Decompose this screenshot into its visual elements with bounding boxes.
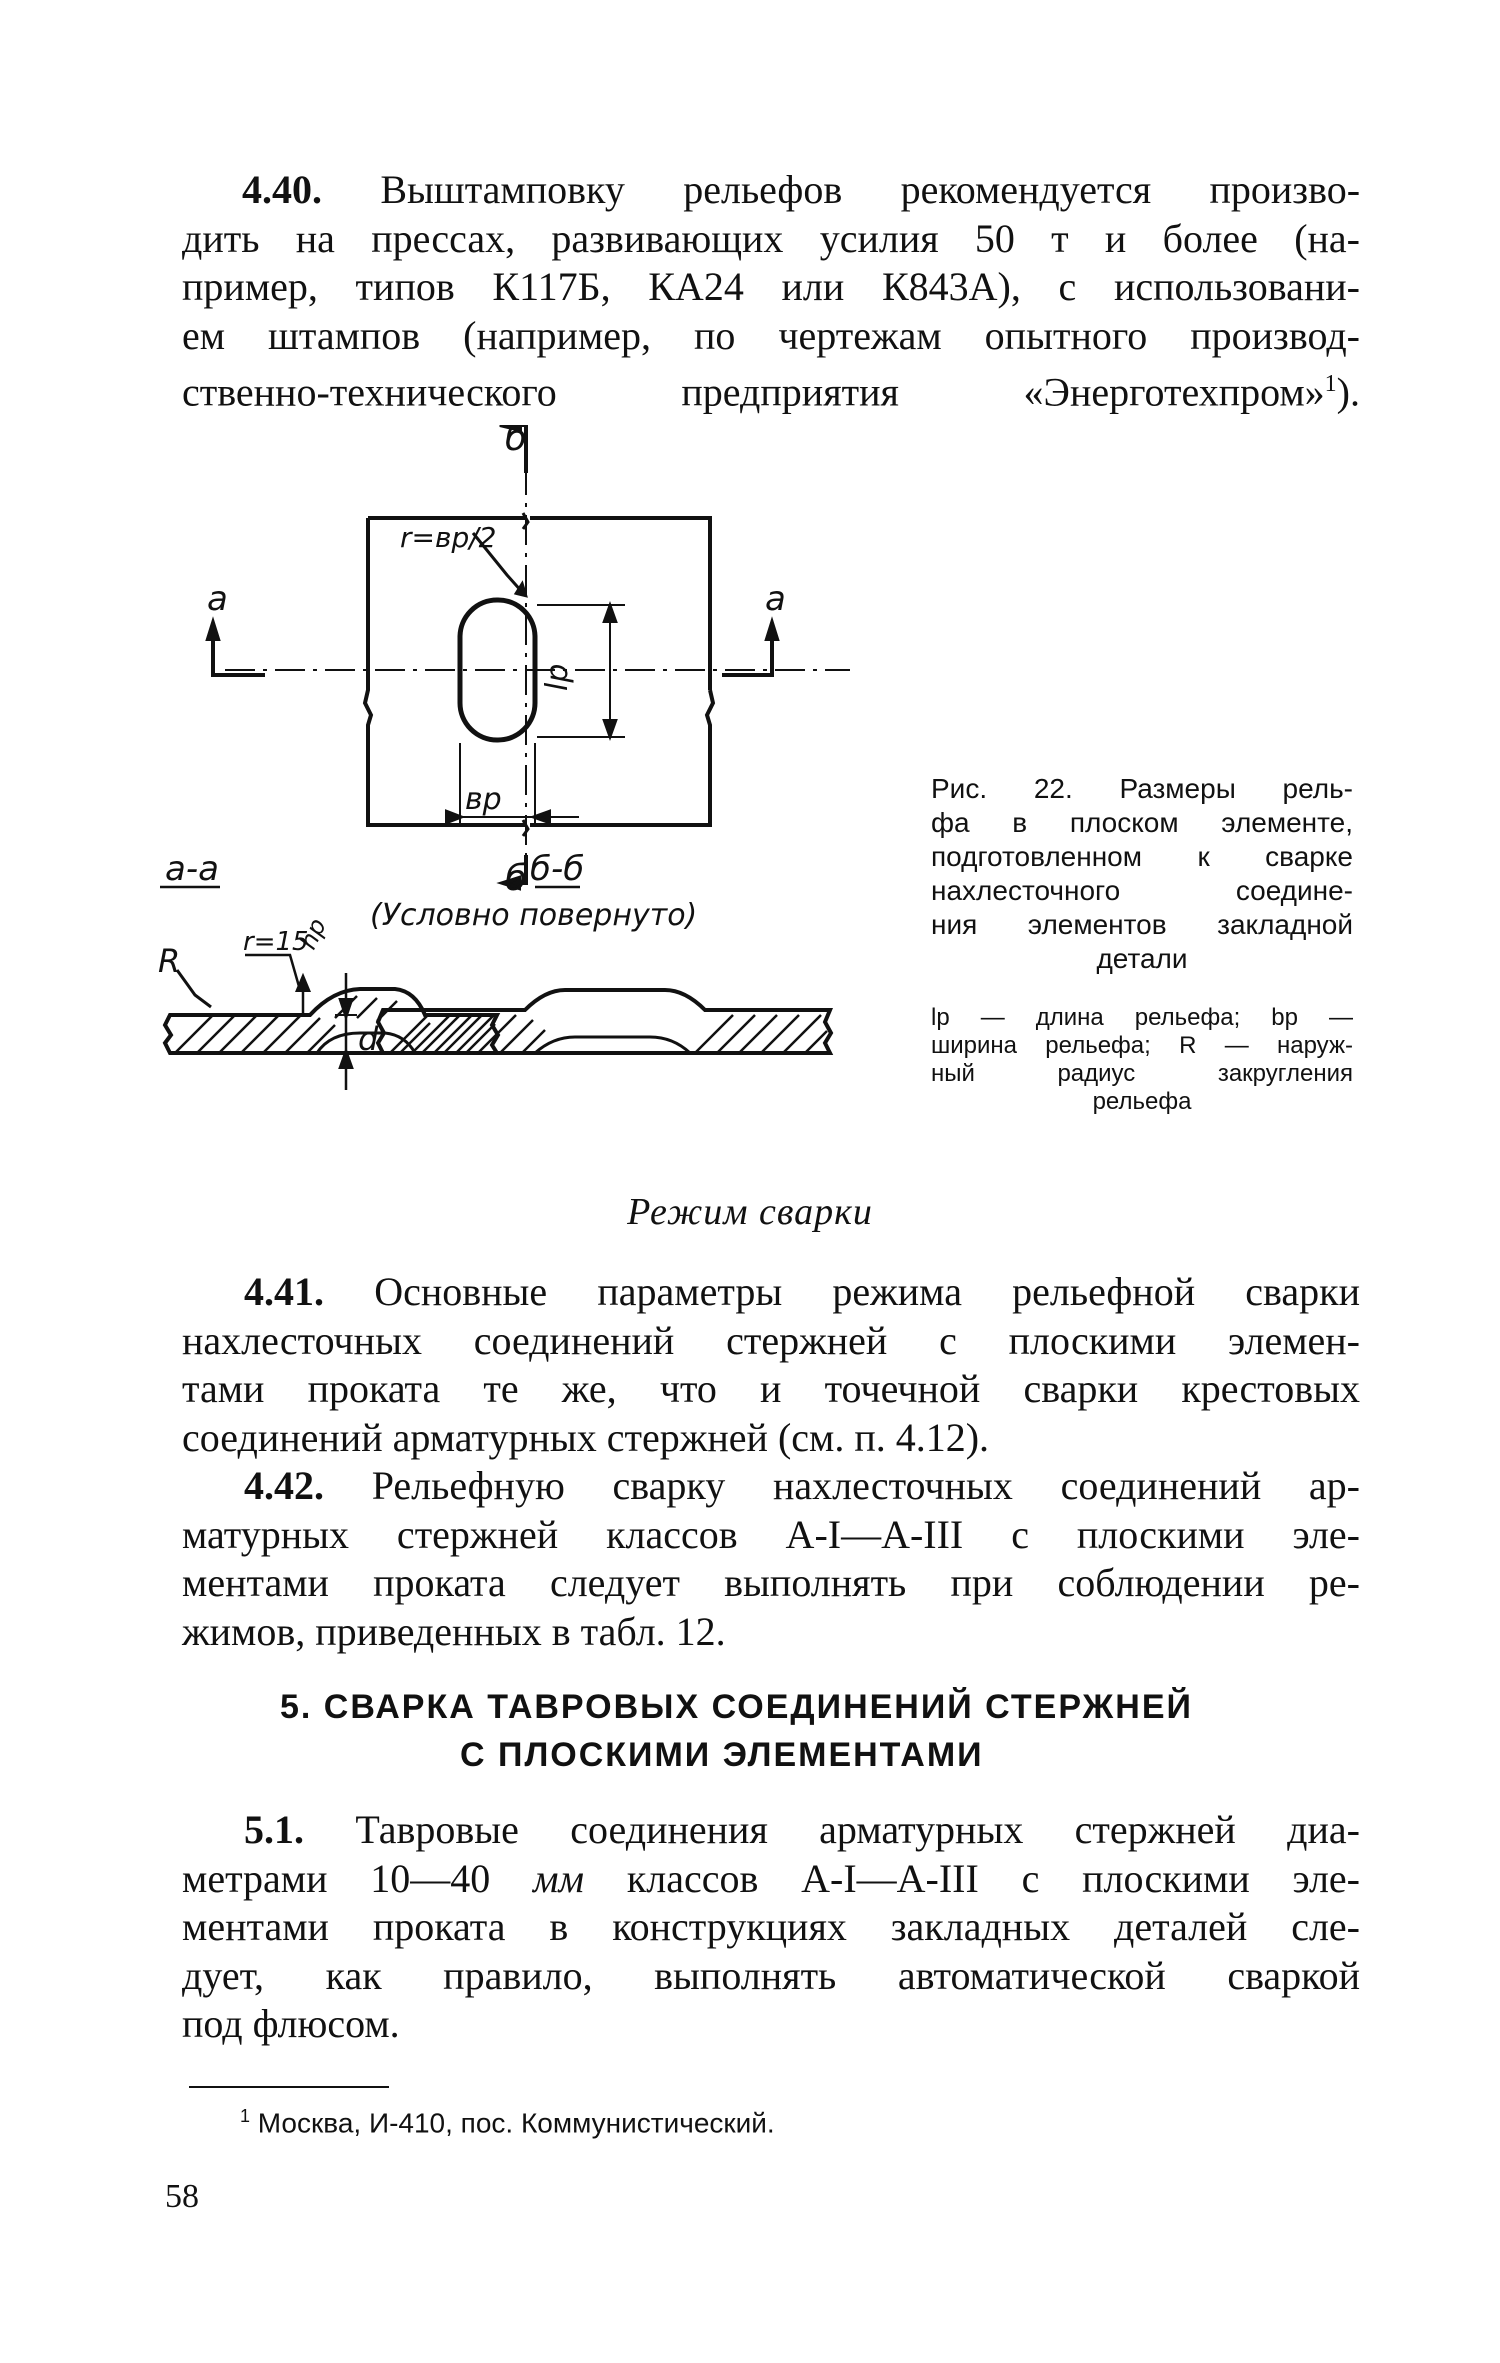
para-number: 4.40. bbox=[242, 167, 322, 212]
label-a-left: а bbox=[207, 579, 228, 619]
label-r15: r=15 bbox=[243, 927, 309, 957]
label-l-dimension: lр bbox=[540, 663, 575, 691]
figure-22-drawing bbox=[125, 425, 905, 1125]
section-heading: 5. СВАРКА ТАВРОВЫХ СОЕДИНЕНИЙ СТЕРЖНЕЙ С ПЛОСКИМИ ЭЛЕМЕНТАМИ bbox=[280, 1688, 1193, 1774]
footnote-marker: 1 bbox=[240, 2106, 251, 2126]
label-section-bb: б-б bbox=[530, 849, 585, 889]
label-rotated: (Условно повернуто) bbox=[370, 898, 698, 933]
label-R: R bbox=[158, 942, 181, 980]
para-number: 5.1. bbox=[244, 1807, 304, 1852]
para-number: 4.42. bbox=[244, 1463, 324, 1508]
label-d: d bbox=[358, 1020, 379, 1058]
label-a-right: а bbox=[765, 579, 786, 619]
page-number: 58 bbox=[165, 2178, 199, 2215]
label-b-bottom: б bbox=[505, 858, 528, 899]
figure-legend: lр — длина рельефа; bр — ширина рельефа; R — наруж- ный радиус закругления рельефа bbox=[931, 1004, 1353, 1115]
label-section-aa: а-а bbox=[165, 849, 219, 889]
paragraph-4-42: 4.42. Рельефную сварку нахлесточных соединений ар- матурных стержней классов А-I—А-III с плоскими эле- ментами проката следует выполнять при соблюдении ре- жимов, приведенных в табл. 12. bbox=[182, 1463, 1360, 1654]
label-b-top: б bbox=[505, 425, 528, 459]
unit-mm: мм bbox=[533, 1855, 585, 1901]
footnote-ref: 1 bbox=[1324, 371, 1337, 397]
figure-caption: Рис. 22. Размеры рель- фа в плоском элементе, подготовленном к сварке нахлесточного соедине- ния элементов закладной детали bbox=[931, 773, 1353, 974]
subheading-welding-mode: Режим сварки bbox=[627, 1191, 873, 1233]
footnote-divider bbox=[189, 2086, 389, 2088]
paragraph-4-41: 4.41. Основные параметры режима рельефной сварки нахлесточных соединений стержней с плоскими элемен- тами проката те же, что и точечной сварки крестовых соединений арматурных стержней (см. п. 4.12). bbox=[182, 1269, 1360, 1460]
footnote: $^1$ Москва, И-410, пос. Коммунистический. bbox=[240, 2106, 775, 2139]
label-b-dimension: вр bbox=[465, 782, 502, 817]
paragraph-5-1: 5.1. Тавровые соединения арматурных стержней диа- метрами 10—40 мм классов А-I—А-III с плоскими эле- ментами проката в конструкциях закладных деталей сле- дует, как правило, выполнять автоматической сваркой под флюсом. bbox=[182, 1807, 1360, 2046]
label-hp: hр bbox=[293, 914, 332, 954]
label-r-formula: r=вр/2 bbox=[400, 521, 497, 554]
paragraph-4-40: 4.40. Выштамповку рельефов рекомендуется произво- дить на прессах, развивающих усилия 50 т и более (на- пример, типов К117Б, КА24 или К843А), с использовани- ем штампов (например, по чертежам опытного производ- ственно-технического предприятия «Энерготехпром»$^1$). bbox=[182, 167, 1361, 415]
para-number: 4.41. bbox=[244, 1269, 324, 1314]
